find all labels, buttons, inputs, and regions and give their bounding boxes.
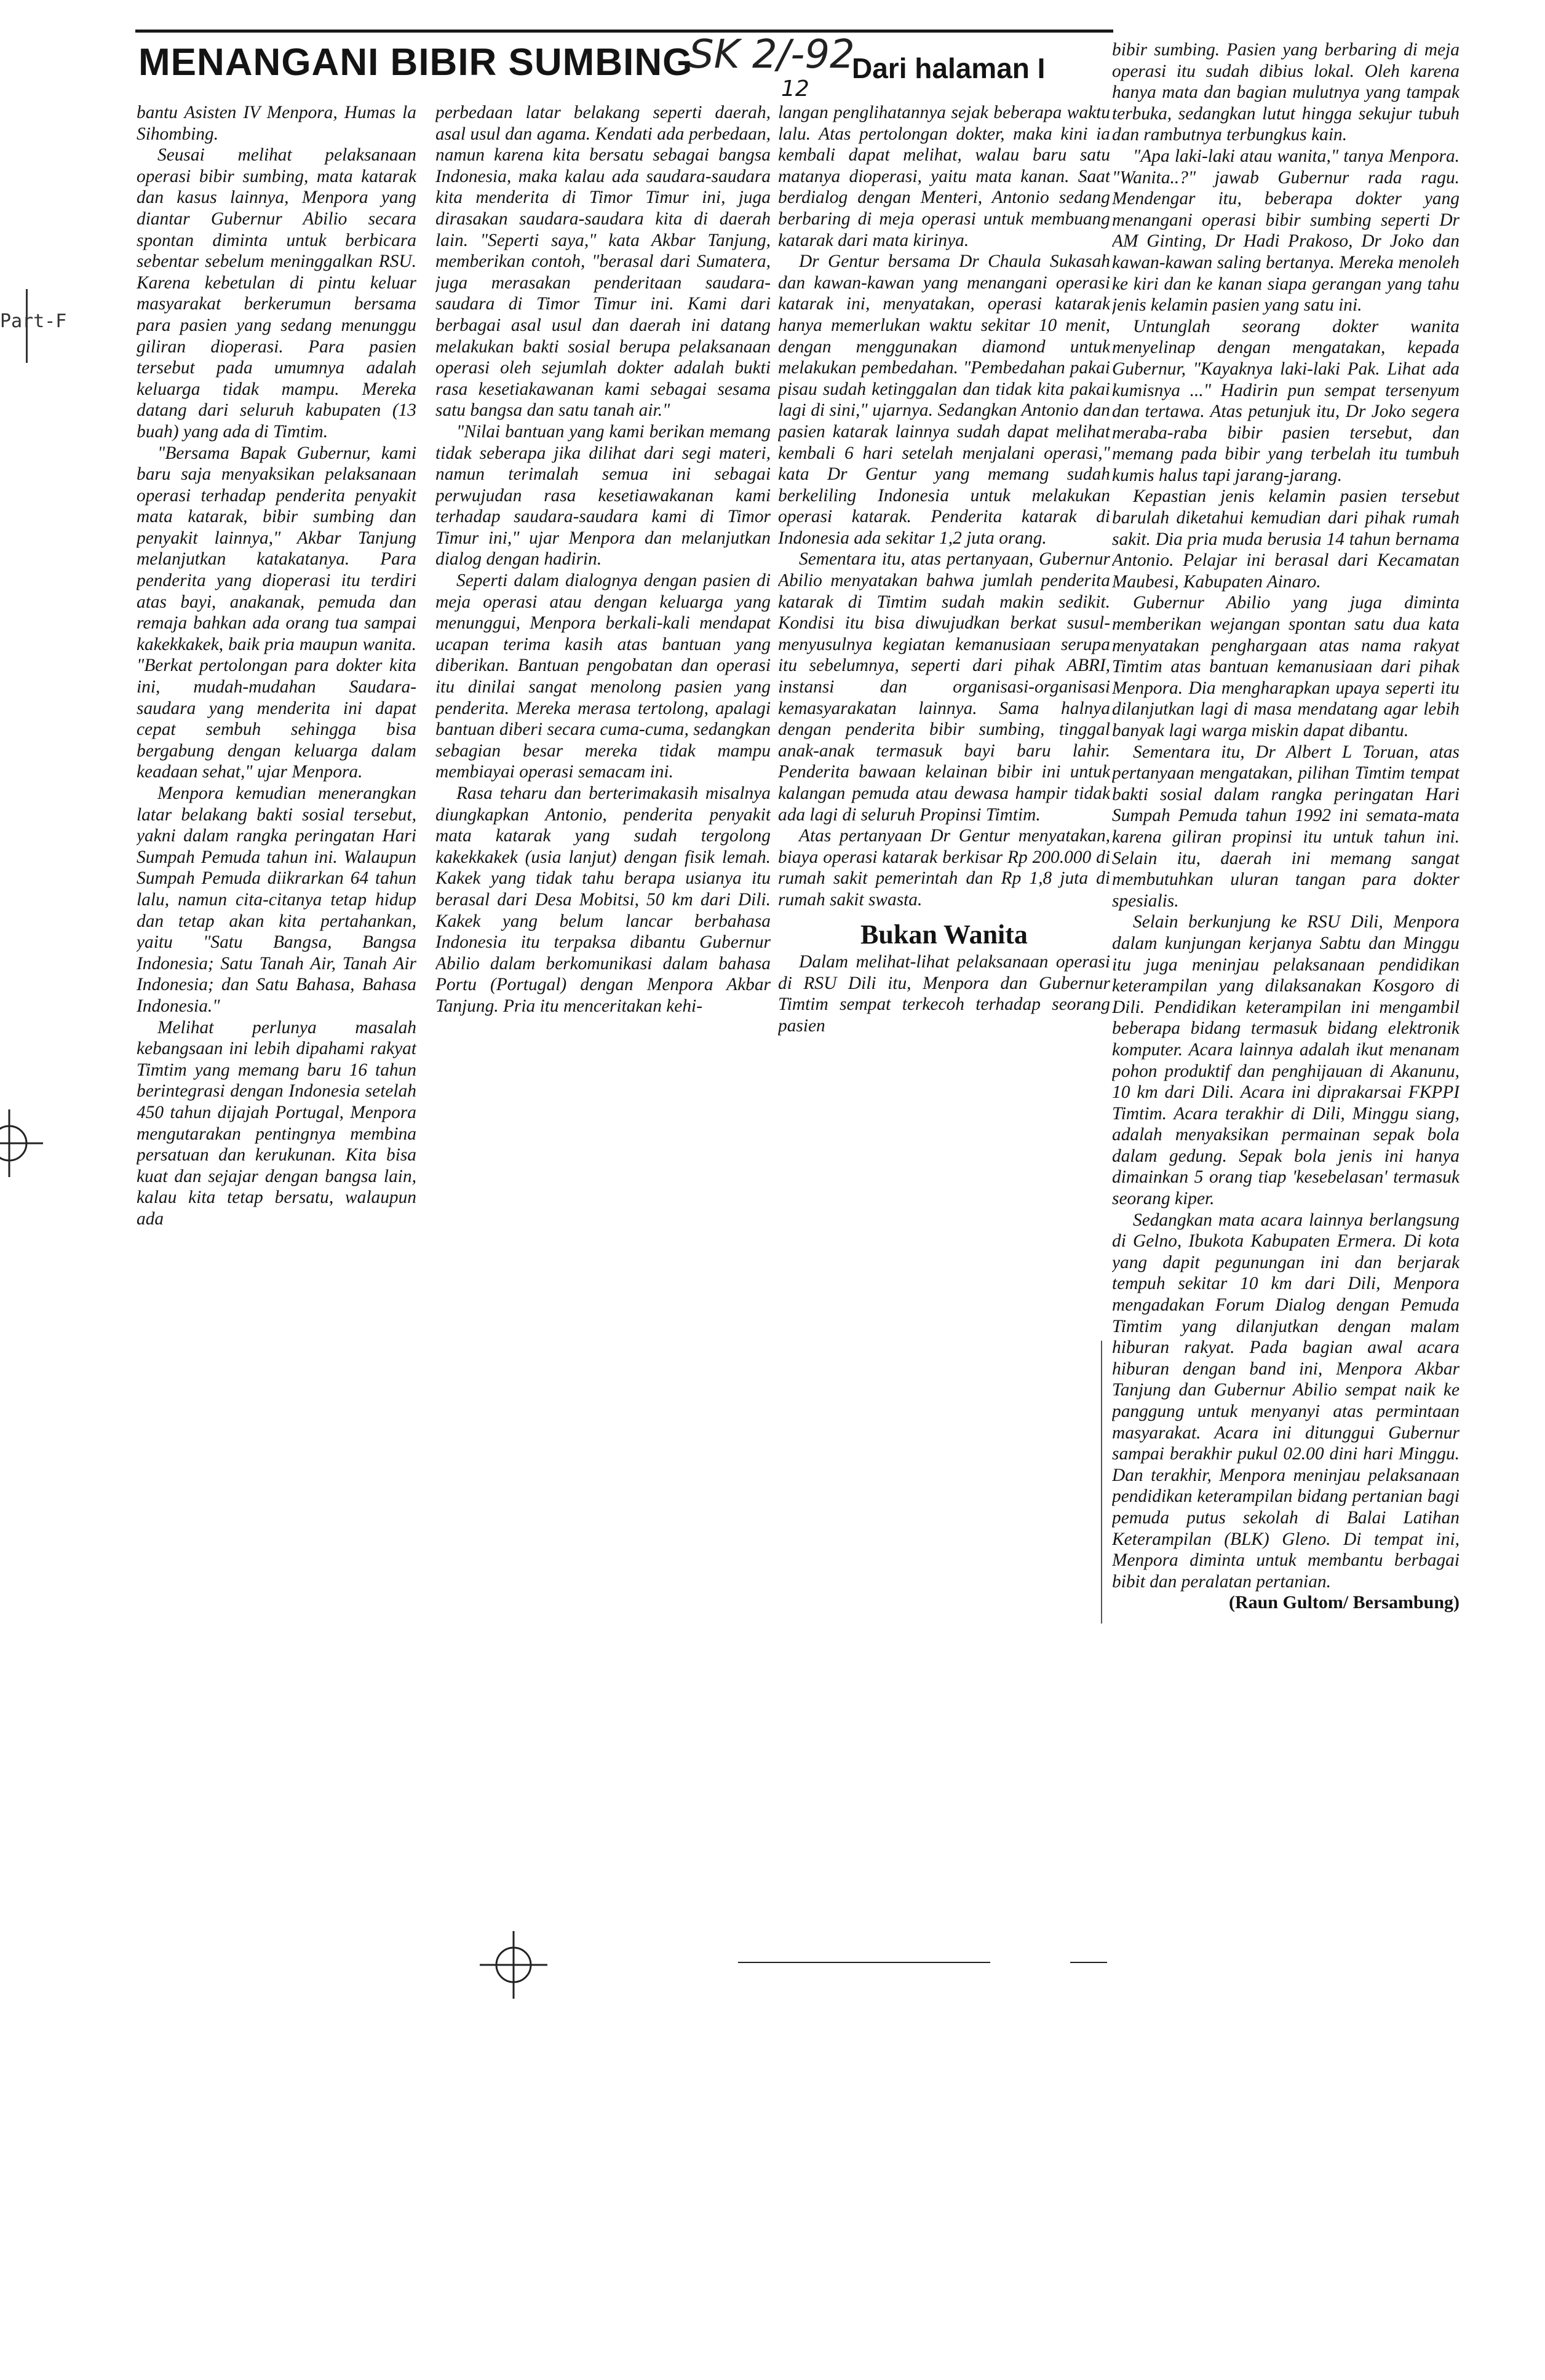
paragraph: langan penglihatannya sejak beberapa waktu lalu. Atas pertolongan dokter, maka kini ia kembali dapat melihat, walau baru satu matanya dioperasi, yaitu mata kanan. Saat berdialog dengan Menteri, Antonio sedang berbaring di meja operasi untuk membuang katarak dari mata kirinya. <box>778 103 1110 250</box>
paragraph: "Nilai bantuan yang kami berikan memang tidak seberapa jika dilihat dari segi materi, namun terimalah semua ini sebagai perwujudan rasa kesetiawakanan kami terhadap saudara-saudara kami di Timor Timur ini," ujar Menpora dan melanjutkan dialog dengan hadirin. <box>435 421 771 569</box>
article-column-1 <box>137 102 416 1369</box>
paragraph: Rasa teharu dan berterimakasih misalnya diungkapkan Antonio, penderita penyakit mata katarak yang sudah tergolong kakekkakek (usia lanjut) dengan fisik lemah. Kakek yang tidak tahu berapa usianya itu berasal dari Desa Mobitsi, 50 km dari Dili. Kakek yang belum lancar berbahasa Indonesia itu terpaksa dibantu Gubernur Abilio dalam berkomunikasi dalam bahasa Portu (Portugal) dengan Menpora Akbar Tanjung. Pria itu menceritakan kehi- <box>435 783 771 1016</box>
crop-line <box>1101 1341 1102 1624</box>
article-column-4 <box>1112 39 1460 2069</box>
paragraph: Sedangkan mata acara lainnya berlangsung di Gelno, Ibukota Kabupaten Ermera. Di kota yang dapit pegunungan ini dan berjarak tempuh sekitar 10 km dari Dili, Menpora mengadakan Forum Dialog dengan Pemuda Timtim yang dilanjutkan dengan malam hiburan rakyat. Pada bagian awal acara hiburan dengan band ini, Menpora Akbar Tanjung dan Gubernur Abilio sempat naik ke panggung untuk menyanyi atas permintaan masyarakat. Acara ini ditunggui Gubernur sampai berakhir pukul 02.00 dini hari Minggu. Dan terakhir, Menpora meninjau pelaksanaan pendidikan keterampilan bidang pertanian bagi pemuda putus sekolah di Balai Latihan Keterampilan (BLK) Gleno. Di tempat ini, Menpora diminta untuk membantu berbagai bibit dan peralatan pertanian. <box>1112 1210 1460 1592</box>
byline: (Raun Gultom/ Bersambung) <box>1228 1592 1460 1613</box>
paragraph: Untunglah seorang dokter wanita menyelinap dengan mengatakan, kepada Gubernur, "Kayaknya laki-laki Pak. Lihat ada kumisnya ..." Hadirin pun sempat tersenyum dan tertawa. Atas petunjuk itu, Dr Joko segera meraba-raba bibir pasien tersebut, dan memang pada bibir yang terbelah itu tumbuh kumis halus tapi jarang-jarang. <box>1112 316 1460 485</box>
paragraph: "Apa laki-laki atau wanita," tanya Menpora. "Wanita..?" jawab Gubernur rada ragu. Mendengar itu, beberapa dokter yang menangani operasi bibir sumbing seperti Dr AM Ginting, Dr Hadi Prakoso, Dr Joko dan kawan-kawan saling bertanya. Mereka menoleh ke kiri dan ke kanan siapa gerangan yang tahu jenis kelamin pasien yang satu ini. <box>1112 146 1460 315</box>
paragraph: Atas pertanyaan Dr Gentur menyatakan, biaya operasi katarak berkisar Rp 200.000 di rumah sakit pemerintah dan Rp 1,8 juta di rumah sakit swasta. <box>778 826 1110 910</box>
paragraph: perbedaan latar belakang seperti daerah, asal usul dan agama. Kendati ada perbedaan, namun karena kita bersatu sebagai bangsa Indonesia, maka kalau ada saudara-saudara kita menderita di Timor Timur ini, juga dirasakan saudara-saudara kita di daerah lain. "Seperti saya," kata Akbar Tanjung, memberikan contoh, "berasal dari Sumatera, juga merasakan penderitaan saudara-saudara di Timor Timur ini. Kami dari berbagai asal usul dan daerah ini datang melakukan bakti sosial berupa pelaksanaan operasi oleh sejumlah dokter adalah bukti rasa kesetiakawanan kami sebagai sesama satu bangsa dan satu tanah air." <box>435 103 771 421</box>
crop-line <box>1070 1962 1107 1963</box>
paragraph: Dalam melihat-lihat pelaksanaan operasi di RSU Dili itu, Menpora dan Gubernur Timtim sempat terkecoh terhadap seorang pasien <box>778 952 1110 1036</box>
paragraph: Dr Gentur bersama Dr Chaula Sukasah dan kawan-kawan yang menangani operasi katarak ini, menyatakan, operasi katarak hanya memerlukan waktu sekitar 10 menit, dengan menggunakan diamond untuk melakukan pembedahan. "Pembedahan pakai pisau sudah ketinggalan dan tidak kita pakai lagi di sini," ujarnya. Sedangkan Antonio dan pasien katarak lainnya sudah dapat melihat kembali 6 hari setelah menjalani operasi," kata Dr Gentur yang memang sudah berkeliling Indonesia untuk melakukan operasi katarak. Penderita katarak di Indonesia ada sekitar 1,2 juta orang. <box>778 252 1110 548</box>
article-column-2 <box>435 102 771 1369</box>
section-subheading: Bukan Wanita <box>860 919 1028 950</box>
continued-from-label: Dari halaman I <box>852 52 1046 84</box>
crop-line <box>738 1962 990 1963</box>
paragraph: Gubernur Abilio yang juga diminta memberikan wejangan spontan satu dua kata menyatakan penghargaan atas nama rakyat Timtim atas bantuan kemanusiaan dari pihak Menpora. Dia mengharapkan upaya seperti itu dilanjutkan lagi di masa mendatang agar lebih banyak lagi warga miskin dapat dibantu. <box>1112 593 1460 740</box>
paragraph: Seusai melihat pelaksanaan operasi bibir sumbing, mata katarak dan kasus lainnya, Menpora yang diantar Gubernur Abilio secara spontan diminta untuk berbicara sebentar sebelum meninggalkan RSU. Karena kebetulan di pintu keluar masyarakat berkerumun bersama para pasien yang sedang menunggu giliran dioperasi. Para pasien tersebut pada umumnya adalah keluarga tidak mampu. Mereka datang dari seluruh kabupaten (13 buah) yang ada di Timtim. <box>137 145 416 442</box>
paragraph: Sementara itu, Dr Albert L Toruan, atas pertanyaan mengatakan, pilihan Timtim tempat bakti sosial dalam rangka peringatan Hari Sumpah Pemuda tahun 1992 ini semata-mata karena giliran propinsi itu untuk tahun ini. Selain itu, daerah ini memang sangat membutuhkan uluran tangan para dokter spesialis. <box>1112 742 1460 911</box>
handwritten-reference: SK 2/-92 <box>689 32 855 77</box>
handwritten-subnote: 12 <box>781 76 809 101</box>
paragraph: bibir sumbing. Pasien yang berbaring di meja operasi itu sudah dibius lokal. Oleh karena hanya mata dan bagian mulutnya yang tampak terbuka, sedangkan lutut hingga sekujur tubuh dan rambutnya terbungkus kain. <box>1112 40 1460 145</box>
paragraph: bantu Asisten IV Menpora, Humas la Sihombing. <box>137 103 416 144</box>
paragraph: Sementara itu, atas pertanyaan, Gubernur Abilio menyatakan bahwa jumlah penderita katarak di Timtim sudah makin sedikit. Kondisi itu bisa diwujudkan berkat susul-menyusulnya kegiatan kemanusiaan serupa itu sebelumnya, seperti dari pihak ABRI, instansi dan organisasi-organisasi kemasyarakatan lainnya. Sama halnya dengan penderita bibir sumbing, tinggal anak-anak termasuk bayi baru lahir. Penderita bawaan kelainan bibir ini untuk kalangan pemuda atau dewasa hampir tidak ada lagi di seluruh Propinsi Timtim. <box>778 549 1110 825</box>
registration-crosshair-icon <box>480 1931 547 1999</box>
paragraph: Selain berkunjung ke RSU Dili, Menpora dalam kunjungan kerjanya Sabtu dan Minggu itu juga meninjau pelaksanaan pendidikan keterampilan yang dilaksanakan Kosgoro di Dili. Pendidikan keterampilan ini mengambil beberapa bidang termasuk bidang elektronik komputer. Acara lainnya adalah ikut menanam pohon produktif dan penghijauan di Akanunu, 10 km dari Dili. Acara ini diprakarsai FKPPI Timtim. Acara terakhir di Dili, Minggu siang, adalah menyaksikan permainan sepak bola dalam gedung. Sepak bola jenis ini hanya dimainkan 5 orang tiap 'kesebelasan' termasuk seorang kiper. <box>1112 912 1460 1209</box>
paragraph: Seperti dalam dialognya dengan pasien di meja operasi atau dengan keluarga yang menunggui, Menpora berkali-kali mendapat ucapan terima kasih atas bantuan yang diberikan. Bantuan pengobatan dan operasi itu dinilai sangat menolong pasien yang penderita. Mereka merasa tertolong, apalagi bantuan diberi secara cuma-cuma, sedangkan sebagian besar mereka tidak mampu membiayai operasi semacam ini. <box>435 571 771 782</box>
paragraph: Melihat perlunya masalah kebangsaan ini lebih dipahami rakyat Timtim yang memang baru 16 tahun berintegrasi dengan Indonesia setelah 450 tahun dijajah Portugal, Menpora mengutarakan pentingnya membina persatuan dan kerukunan. Kita bisa kuat dan sejajar dengan bangsa lain, kalau kita tetap bersatu, walaupun ada <box>137 1017 416 1229</box>
paragraph: "Bersama Bapak Gubernur, kami baru saja menyaksikan pelaksanaan operasi terhadap penderita penyakit mata katarak, bibir sumbing dan penyakit lainnya," Akbar Tanjung melanjutkan katakatanya. Para penderita yang dioperasi itu terdiri atas bayi, anakanak, pemuda dan remaja bahkan ada orang tua sampai kakekkakek, baik pria maupun wanita. "Berkat pertolongan para dokter kita ini, mudah-mudahan Saudara-saudara yang menderita ini dapat cepat sembuh sehingga bisa bergabung dengan keluarga dalam keadaan sehat," ujar Menpora. <box>137 443 416 782</box>
margin-tab-label: Part-F <box>0 311 67 332</box>
registration-crosshair-icon <box>0 1109 43 1177</box>
paragraph: Kepastian jenis kelamin pasien tersebut barulah diketahui kemudian dari pihak rumah sakit. Dia pria muda berusia 14 tahun bernama Antonio. Pelajar ini berasal dari Kecamatan Maubesi, Kabupaten Ainaro. <box>1112 486 1460 592</box>
article-column-3 <box>778 102 1110 1369</box>
paragraph: Menpora kemudian menerangkan latar belakang bakti sosial tersebut, yakni dalam rangka peringatan Hari Sumpah Pemuda tahun ini. Walaupun Sumpah Pemuda diikrarkan 64 tahun lalu, namun cita-citanya tetap hidup dan tetap akan kita pertahankan, yaitu "Satu Bangsa, Bangsa Indonesia; Satu Tanah Air, Tanah Air Indonesia; dan Satu Bahasa, Bahasa Indonesia." <box>137 783 416 1016</box>
headline: MENANGANI BIBIR SUMBING <box>138 41 693 84</box>
top-rule <box>135 30 1113 33</box>
